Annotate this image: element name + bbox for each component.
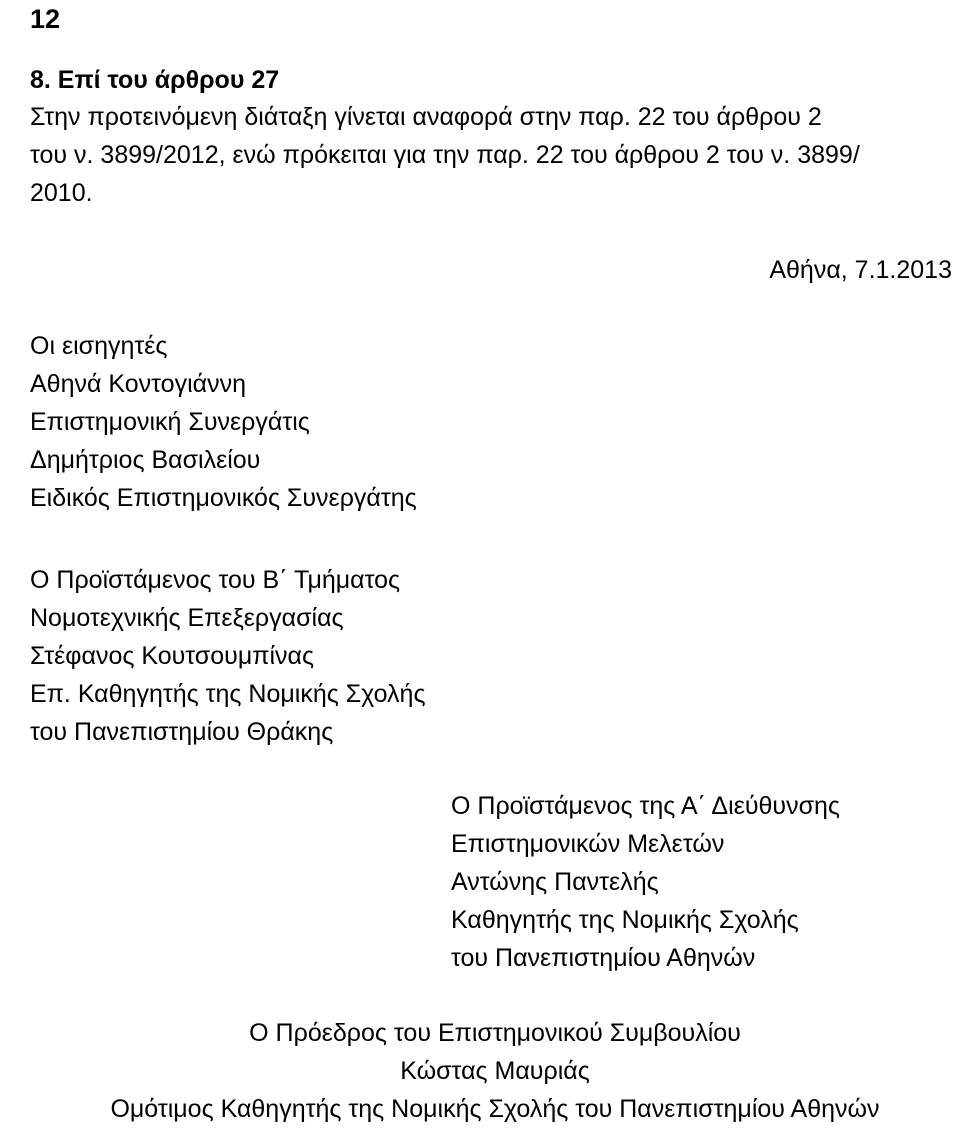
signature-line: Αντώνης Παντελής	[451, 868, 659, 896]
signature-line: Αθηνά Κοντογιάννη	[30, 370, 246, 398]
signature-line: Κώστας Μαυριάς	[400, 1057, 590, 1085]
section-paragraph	[30, 98, 930, 212]
signature-line: Δημήτριος Βασιλείου	[30, 446, 261, 474]
signature-line: του Πανεπιστημίου Θράκης	[30, 718, 334, 746]
president-signature-block	[0, 1014, 960, 1128]
paragraph-line: 2010.	[30, 179, 93, 207]
date-place: Αθήνα, 7.1.2013	[769, 256, 952, 284]
signature-line: Ομότιμος Καθηγητής της Νομικής Σχολής του Πανεπιστημίου Αθηνών	[110, 1095, 880, 1123]
rapporteurs-signature-block	[30, 327, 417, 517]
signature-line: Καθηγητής της Νομικής Σχολής	[451, 906, 799, 934]
signature-line: Οι εισηγητές	[30, 332, 168, 360]
section-heading: 8. Επί του άρθρου 27	[30, 66, 280, 94]
page-number: 12	[30, 4, 61, 34]
signature-line: Ο Προϊστάμενος του Β΄ Τμήματος	[30, 566, 401, 594]
signature-line: Ο Προϊστάμενος της Α΄ Διεύθυνσης	[451, 792, 840, 820]
signature-line: Ειδικός Επιστημονικός Συνεργάτης	[30, 484, 417, 512]
signature-line: Νομοτεχνικής Επεξεργασίας	[30, 604, 344, 632]
signature-line: Επιστημονικών Μελετών	[451, 830, 725, 858]
signature-line: Επιστημονική Συνεργάτις	[30, 408, 310, 436]
signature-line: Στέφανος Κουτσουμπίνας	[30, 642, 315, 670]
head-b-signature-block	[30, 561, 426, 751]
signature-line: Ο Πρόεδρος του Επιστημονικού Συμβουλίου	[249, 1019, 741, 1047]
paragraph-line: Στην προτεινόμενη διάταξη γίνεται αναφορά στην παρ. 22 του άρθρου 2	[30, 103, 822, 131]
paragraph-line: του ν. 3899/2012, ενώ πρόκειται για την παρ. 22 του άρθρου 2 του ν. 3899/	[30, 141, 860, 169]
signature-line: Επ. Καθηγητής της Νομικής Σχολής	[30, 680, 426, 708]
signature-line: του Πανεπιστημίου Αθηνών	[451, 944, 756, 972]
head-a-signature-block	[451, 787, 840, 977]
